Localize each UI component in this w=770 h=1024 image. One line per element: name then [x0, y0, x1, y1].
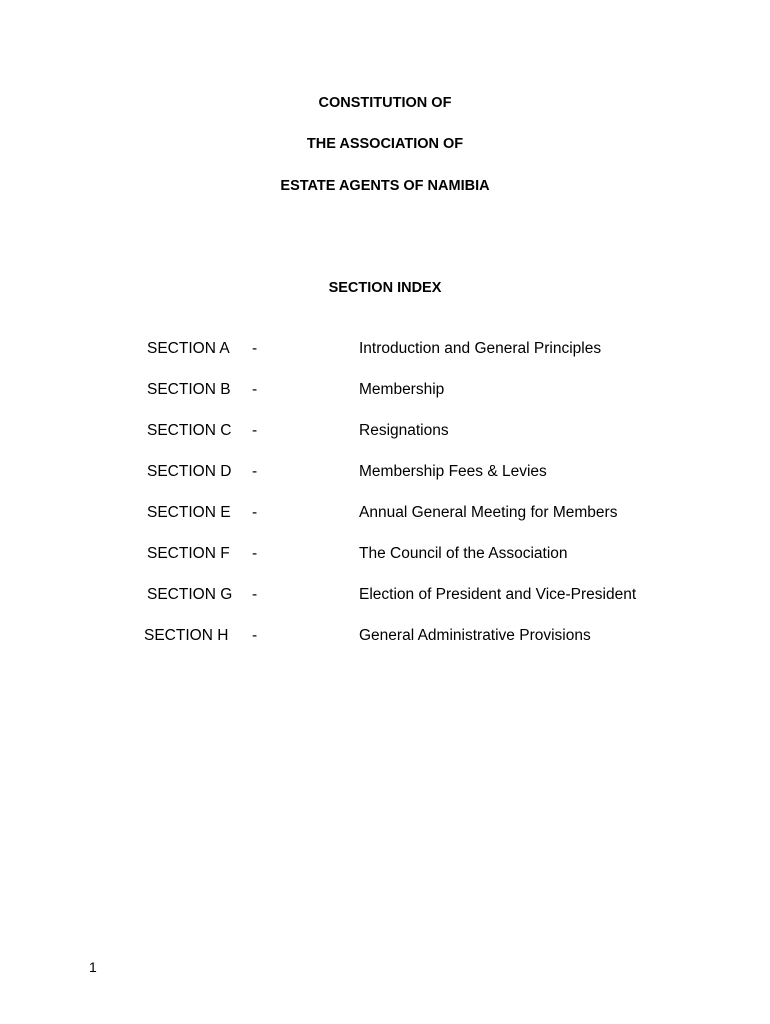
document-title-line-1: CONSTITUTION OF	[318, 95, 452, 111]
page-number: 1	[89, 959, 97, 975]
section-index-row	[0, 462, 770, 482]
section-label: SECTION A	[147, 340, 230, 357]
separator-dash: -	[252, 422, 258, 439]
section-title: Introduction and General Principles	[359, 340, 602, 357]
document-title-line-3: ESTATE AGENTS OF NAMIBIA	[280, 178, 490, 194]
section-label: SECTION B	[147, 381, 231, 398]
section-label: SECTION F	[147, 545, 230, 562]
section-label: SECTION E	[147, 504, 231, 521]
separator-dash: -	[252, 586, 258, 603]
section-index-row	[0, 544, 770, 564]
document-title-line-2: THE ASSOCIATION OF	[306, 136, 464, 152]
section-index-row	[0, 626, 770, 646]
separator-dash: -	[252, 504, 258, 521]
separator-dash: -	[252, 381, 258, 398]
section-label: SECTION G	[147, 586, 233, 603]
section-title: Membership Fees & Levies	[359, 463, 547, 480]
separator-dash: -	[252, 545, 258, 562]
separator-dash: -	[252, 627, 258, 644]
section-label: SECTION C	[147, 422, 232, 439]
section-index-row	[0, 585, 770, 605]
section-index-row	[0, 380, 770, 400]
section-title: General Administrative Provisions	[359, 627, 591, 644]
separator-dash: -	[252, 463, 258, 480]
section-title: Resignations	[359, 422, 449, 439]
section-index-heading: SECTION INDEX	[328, 280, 442, 296]
separator-dash: -	[252, 340, 258, 357]
section-index-row	[0, 339, 770, 359]
section-index-row	[0, 421, 770, 441]
section-label: SECTION D	[147, 463, 232, 480]
section-title: The Council of the Association	[359, 545, 568, 562]
section-title: Annual General Meeting for Members	[359, 504, 618, 521]
section-index-row	[0, 503, 770, 523]
section-title: Membership	[359, 381, 445, 398]
section-title: Election of President and Vice-President	[359, 586, 637, 603]
section-label: SECTION H	[144, 627, 229, 644]
